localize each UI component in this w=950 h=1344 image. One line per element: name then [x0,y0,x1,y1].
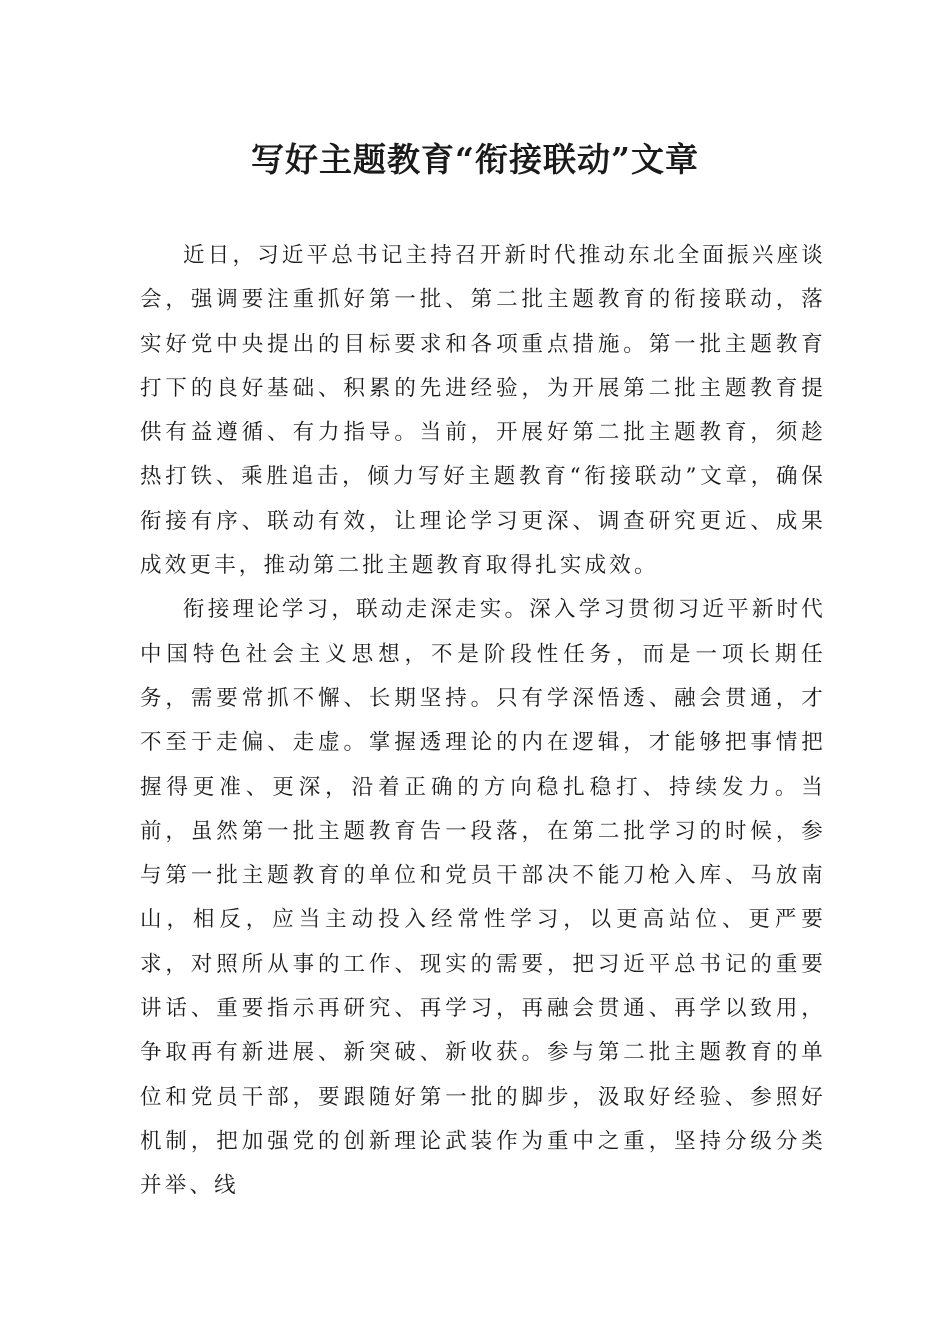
document-body [140,234,826,1209]
document-title: 写好主题教育“衔接联动”文章 [251,140,699,179]
paragraph-intro: 近日，习近平总书记主持召开新时代推动东北全面振兴座谈会，强调要注重抓好第一批、第二批主题教育的衔接联动，落实好党中央提出的目标要求和各项重点措施。第一批主题教育打下的良好基础、积累的先进经验，为开展第二批主题教育提供有益遵循、有力指导。当前，开展好第二批主题教育，须趁热打铁、乘胜追击，倾力写好主题教育“衔接联动”文章，确保衔接有序、联动有效，让理论学习更深、调查研究更近、成果成效更丰，推动第二批主题教育取得扎实成效。 [140,243,826,579]
paragraph-theory-study: 衔接理论学习，联动走深走实。深入学习贯彻习近平新时代中国特色社会主义思想，不是阶段性任务，而是一项长期任务，需要常抓不懈、长期坚持。只有学深悟透、融会贯通，才不至于走偏、走虚。掌握透理论的内在逻辑，才能够把事情把握得更准、更深，沿着正确的方向稳扎稳打、持续发力。当前，虽然第一批主题教育告一段落，在第二批学习的时候，参与第一批主题教育的单位和党员干部决不能刀枪入库、马放南山，相反，应当主动投入经常性学习，以更高站位、更严要求，对照所从事的工作、现实的需要，把习近平总书记的重要讲话、重要指示再研究、再学习，再融会贯通、再学以致用，争取再有新进展、新突破、新收获。参与第二批主题教育的单位和党员干部，要跟随好第一批的脚步，汲取好经验、参照好机制，把加强党的创新理论武装作为重中之重，坚持分级分类并举、线 [140,597,826,1199]
